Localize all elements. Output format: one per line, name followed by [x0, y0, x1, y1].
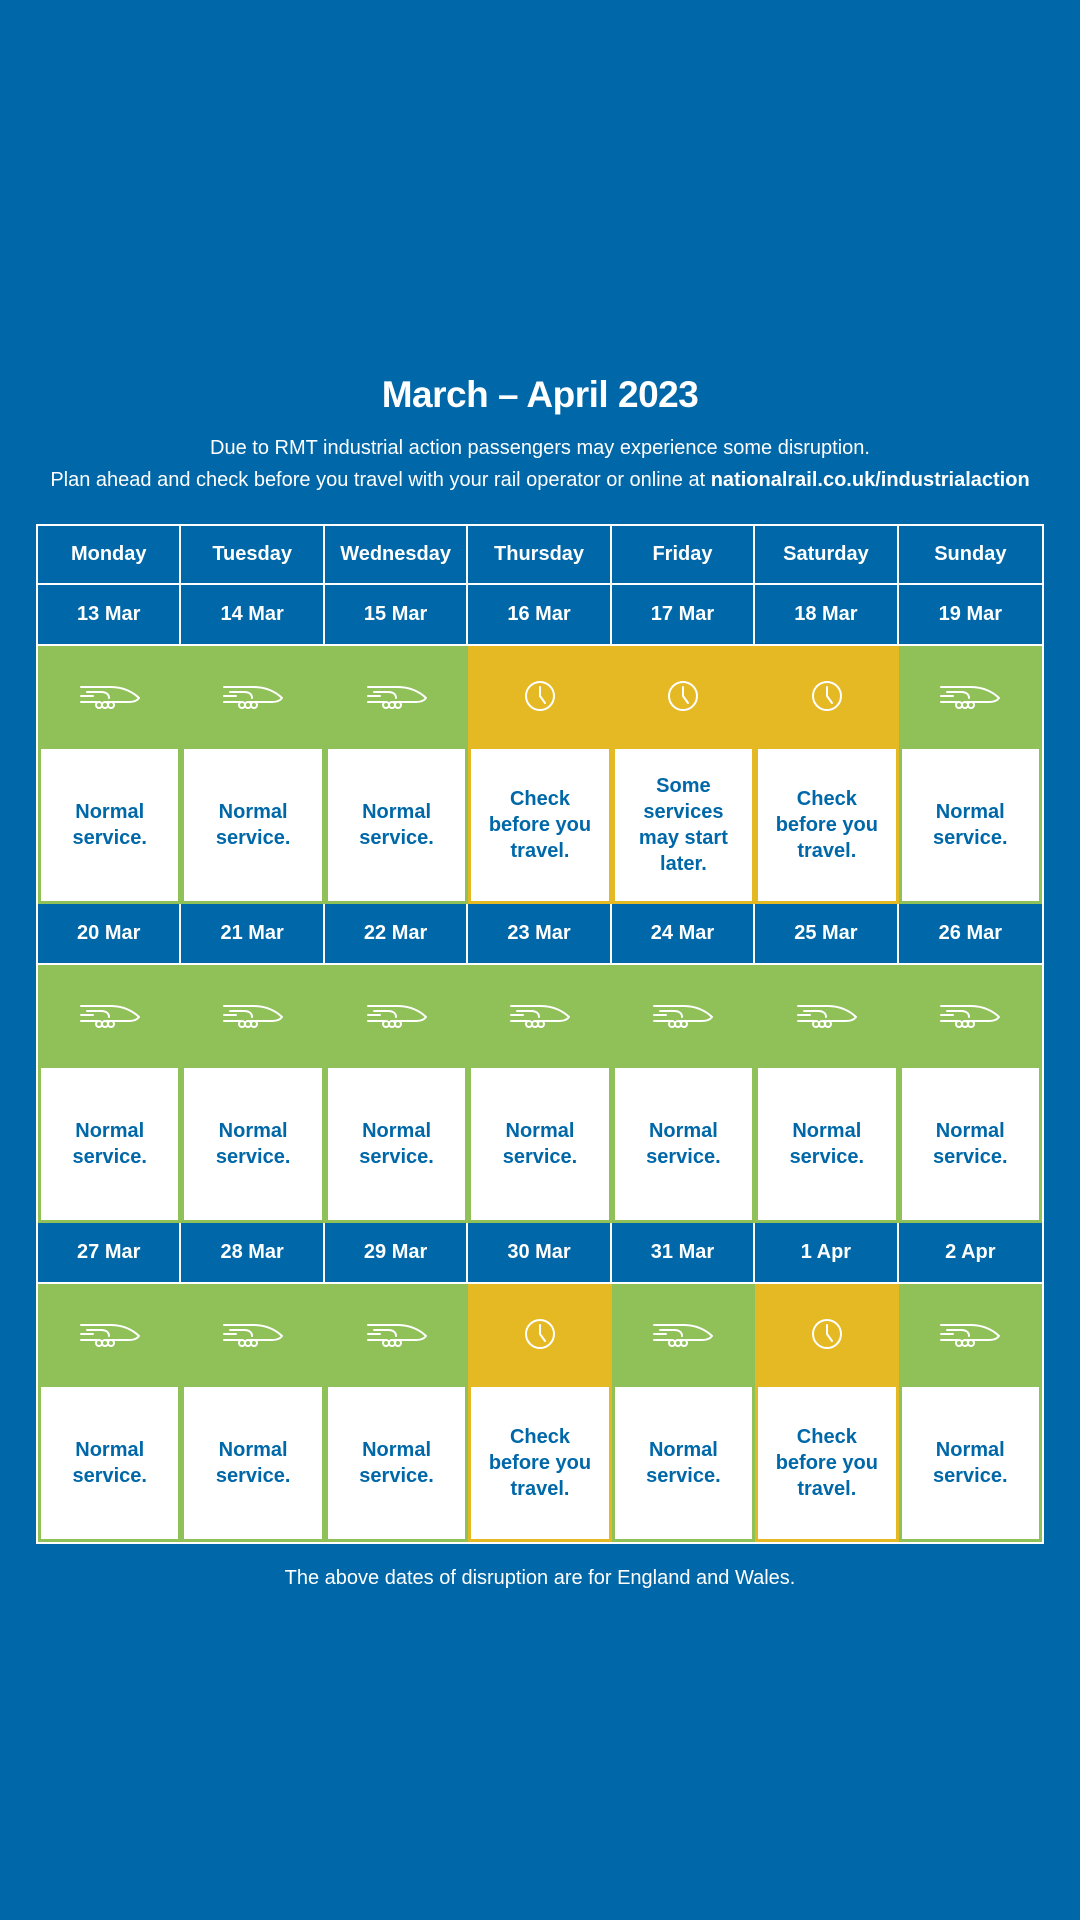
clock-icon	[755, 1284, 898, 1384]
status-text: Normal service.	[181, 746, 324, 904]
train-icon	[755, 965, 898, 1065]
subtitle-line-1: Due to RMT industrial action passengers may experience some disruption.	[210, 437, 870, 459]
status-text-row	[38, 746, 1042, 904]
date-row	[38, 585, 1042, 646]
date-cell: 29 Mar	[325, 1223, 468, 1284]
status-text: Some services may start later.	[612, 746, 755, 904]
clock-icon	[612, 646, 755, 746]
date-cell: 1 Apr	[755, 1223, 898, 1284]
weekday-header: Sunday	[899, 526, 1042, 585]
train-icon	[325, 965, 468, 1065]
date-row	[38, 904, 1042, 965]
status-icon-row	[38, 646, 1042, 746]
date-cell: 22 Mar	[325, 904, 468, 965]
date-cell: 13 Mar	[38, 585, 181, 646]
weekday-header: Tuesday	[181, 526, 324, 585]
train-icon	[612, 1284, 755, 1384]
status-text: Check before you travel.	[755, 1384, 898, 1542]
train-icon	[181, 965, 324, 1065]
status-text: Normal service.	[325, 1065, 468, 1223]
date-cell: 27 Mar	[38, 1223, 181, 1284]
weekday-header: Friday	[612, 526, 755, 585]
weekday-header-row	[38, 526, 1042, 585]
weekday-header: Thursday	[468, 526, 611, 585]
date-cell: 14 Mar	[181, 585, 324, 646]
train-icon	[612, 965, 755, 1065]
clock-icon	[755, 646, 898, 746]
train-icon	[38, 646, 181, 746]
status-icon-row	[38, 965, 1042, 1065]
date-cell: 24 Mar	[612, 904, 755, 965]
status-text: Normal service.	[612, 1065, 755, 1223]
status-text: Normal service.	[38, 1065, 181, 1223]
date-row	[38, 1223, 1042, 1284]
page-title: March – April 2023	[381, 374, 699, 415]
train-icon	[899, 1284, 1042, 1384]
date-cell: 30 Mar	[468, 1223, 611, 1284]
date-cell: 20 Mar	[38, 904, 181, 965]
date-cell: 2 Apr	[899, 1223, 1042, 1284]
weekday-header: Saturday	[755, 526, 898, 585]
train-icon	[181, 1284, 324, 1384]
status-text: Normal service.	[612, 1384, 755, 1542]
train-icon	[325, 1284, 468, 1384]
status-text: Normal service.	[181, 1065, 324, 1223]
status-text: Check before you travel.	[755, 746, 898, 904]
date-cell: 21 Mar	[181, 904, 324, 965]
subtitle-line-2-text: Plan ahead and check before you travel with your rail operator or online at	[50, 469, 711, 491]
status-icon-row	[38, 1284, 1042, 1384]
subtitle-line-2	[0, 469, 1080, 492]
date-cell: 19 Mar	[899, 585, 1042, 646]
train-icon	[899, 965, 1042, 1065]
status-text: Normal service.	[38, 746, 181, 904]
status-text: Normal service.	[181, 1384, 324, 1542]
train-icon	[468, 965, 611, 1065]
status-text: Normal service.	[899, 1384, 1042, 1542]
clock-icon	[468, 646, 611, 746]
status-text-row	[38, 1384, 1042, 1542]
date-cell: 23 Mar	[468, 904, 611, 965]
train-icon	[181, 646, 324, 746]
status-text-row	[38, 1065, 1042, 1223]
date-cell: 17 Mar	[612, 585, 755, 646]
date-cell: 15 Mar	[325, 585, 468, 646]
train-icon	[38, 965, 181, 1065]
status-text: Normal service.	[899, 1065, 1042, 1223]
weekday-header: Wednesday	[325, 526, 468, 585]
status-text: Check before you travel.	[468, 1384, 611, 1542]
status-text: Normal service.	[899, 746, 1042, 904]
status-text: Normal service.	[755, 1065, 898, 1223]
footer-note: The above dates of disruption are for England and Wales.	[284, 1567, 796, 1589]
clock-icon	[468, 1284, 611, 1384]
train-icon	[38, 1284, 181, 1384]
date-cell: 31 Mar	[612, 1223, 755, 1284]
status-text: Check before you travel.	[468, 746, 611, 904]
industrial-action-link[interactable]: nationalrail.co.uk/industrialaction	[710, 469, 1030, 491]
date-cell: 18 Mar	[755, 585, 898, 646]
status-text: Normal service.	[325, 1384, 468, 1542]
date-cell: 16 Mar	[468, 585, 611, 646]
status-text: Normal service.	[468, 1065, 611, 1223]
status-text: Normal service.	[38, 1384, 181, 1542]
train-icon	[899, 646, 1042, 746]
date-cell: 26 Mar	[899, 904, 1042, 965]
weekday-header: Monday	[38, 526, 181, 585]
status-text: Normal service.	[325, 746, 468, 904]
date-cell: 28 Mar	[181, 1223, 324, 1284]
service-calendar	[36, 524, 1044, 1544]
train-icon	[325, 646, 468, 746]
date-cell: 25 Mar	[755, 904, 898, 965]
